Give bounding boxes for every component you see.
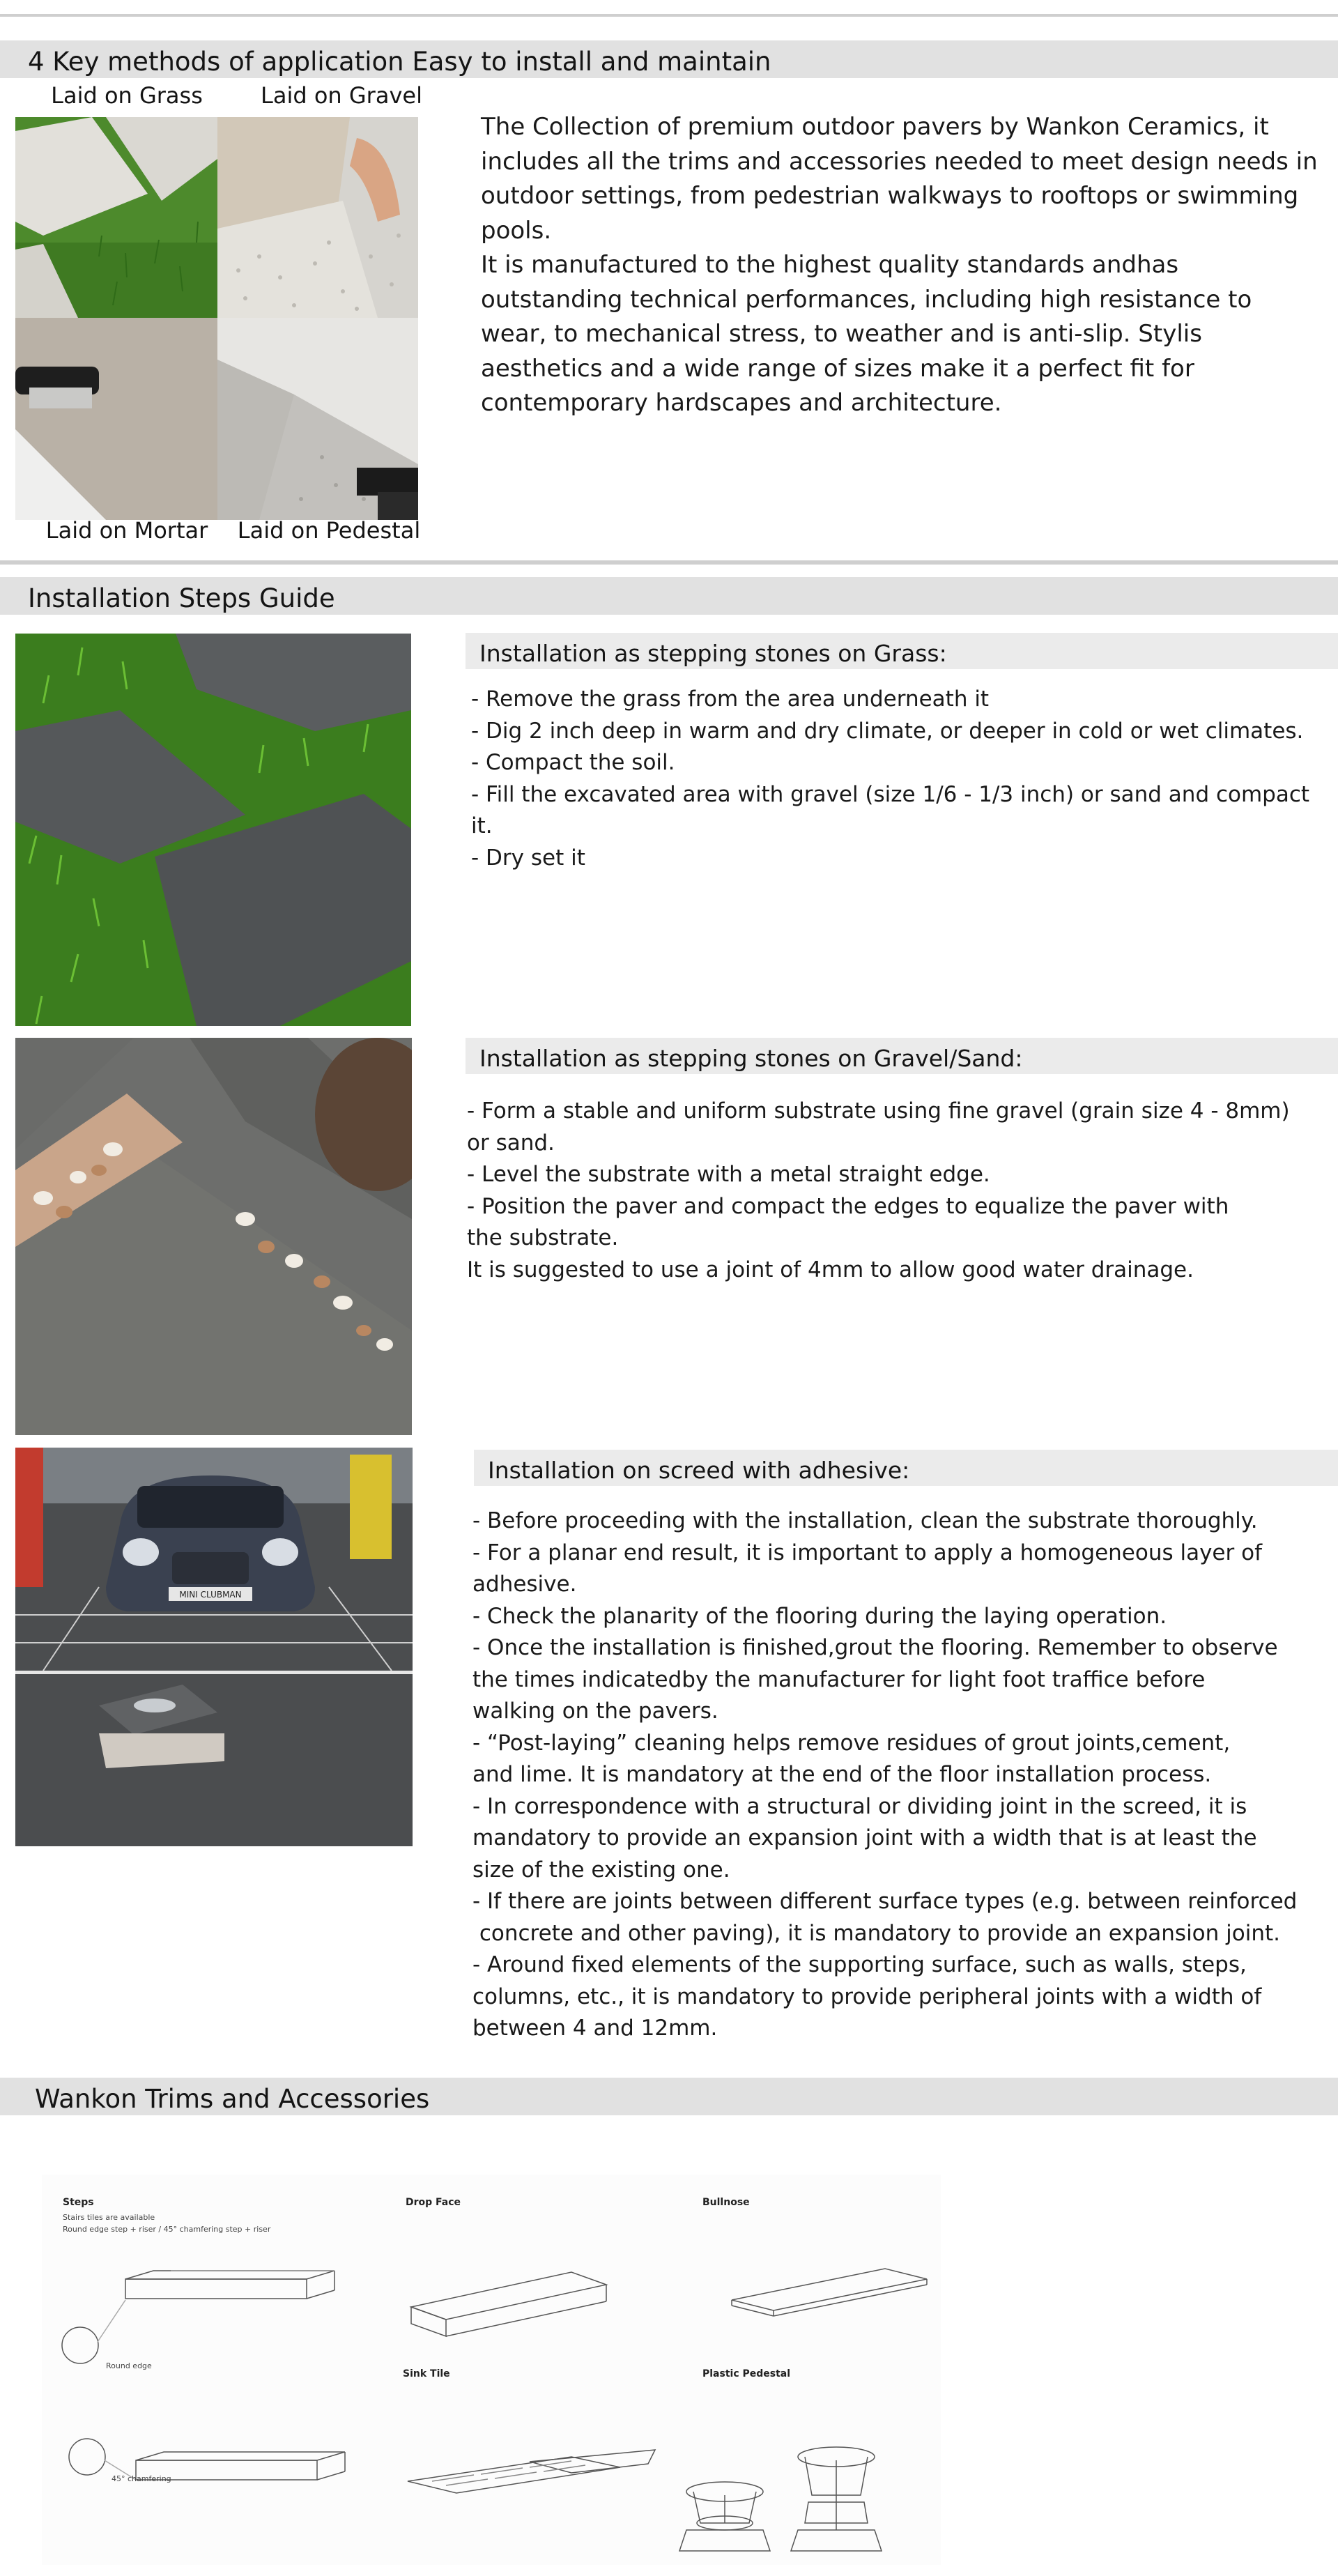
section-divider xyxy=(0,560,1338,565)
photo-stepping-stones-gravel xyxy=(15,1038,412,1435)
label-sink-tile: Sink Tile xyxy=(403,2368,450,2379)
step-line: or sand. xyxy=(467,1130,555,1156)
label-drop-face: Drop Face xyxy=(406,2197,461,2208)
step-line: - Check the planarity of the flooring during the laying operation. xyxy=(472,1603,1167,1629)
note-step-types: Round edge step + riser / 45° chamfering step + riser xyxy=(63,2225,271,2234)
step-line: size of the existing one. xyxy=(472,1857,730,1883)
steps-grass xyxy=(471,684,1328,874)
photo-laid-on-pedestal xyxy=(217,318,418,520)
caption-pedestal: Laid on Pedestal xyxy=(237,517,421,544)
caption-grass: Laid on Grass xyxy=(51,82,203,109)
section-header-methods xyxy=(0,40,1338,78)
top-divider xyxy=(0,14,1338,17)
step-line: - Position the paver and compact the edges to equalize the paver with xyxy=(467,1193,1229,1219)
step-line: It is suggested to use a joint of 4mm to allow good water drainage. xyxy=(467,1257,1194,1282)
section-header-trims xyxy=(0,2078,1338,2115)
step-line: between 4 and 12mm. xyxy=(472,2016,718,2041)
step-line: - Around fixed elements of the supporting surface, such as walls, steps, xyxy=(472,1952,1247,1977)
subheading-grass xyxy=(466,633,1338,669)
subheading-gravel xyxy=(466,1038,1338,1074)
caption-mortar: Laid on Mortar xyxy=(45,517,208,544)
step-line: - For a planar end result, it is important to apply a homogeneous layer of xyxy=(472,1540,1262,1565)
intro-text xyxy=(481,110,1324,421)
step-line: - Dry set it xyxy=(471,845,585,871)
step-line: - Dig 2 inch deep in warm and dry climate, or deeper in cold or wet climates. xyxy=(471,718,1304,744)
step-line: - Remove the grass from the area underneath it xyxy=(471,687,990,712)
label-steps: Steps xyxy=(63,2197,94,2208)
step-line: adhesive. xyxy=(472,1572,577,1597)
steps-gravel xyxy=(467,1096,1331,1286)
step-line: - If there are joints between different surface types (e.g. between reinforced xyxy=(472,1889,1298,1914)
step-line: the substrate. xyxy=(467,1225,619,1250)
intro-paragraph: It is manufactured to the highest quality standards andhas outstanding technical performances, including high resistance to wear, to mechanical stress, to weather and is anti-slip. Stylis aesthetics and a wide range of sizes make it a perfect fit for contemporary hardscapes and architecture. xyxy=(481,251,1252,417)
step-line: walking on the pavers. xyxy=(472,1699,718,1724)
photo-screed-adhesive xyxy=(15,1448,413,1846)
step-line: the times indicatedby the manufacturer for light foot traffice before xyxy=(472,1666,1206,1692)
car-plate-text: MINI CLUBMAN xyxy=(179,1590,242,1600)
subheading-text: Installation as stepping stones on Gravel/Sand: xyxy=(479,1045,1023,1072)
photo-stepping-stones-grass xyxy=(15,634,411,1026)
section-title: 4 Key methods of application Easy to install and maintain xyxy=(28,47,771,77)
step-line: concrete and other paving), it is mandatory to provide an expansion joint. xyxy=(472,1920,1280,1946)
step-line: - Form a stable and uniform substrate using fine gravel (grain size 4 - 8mm) xyxy=(467,1098,1290,1124)
photo-laid-on-grass xyxy=(15,117,217,318)
photo-laid-on-gravel xyxy=(217,117,418,318)
step-line: - Level the substrate with a metal straight edge. xyxy=(467,1162,990,1187)
steps-screed xyxy=(472,1505,1337,2045)
step-line: mandatory to provide an expansion joint with a width that is at least the xyxy=(472,1825,1257,1850)
label-round-edge: Round edge xyxy=(106,2361,152,2370)
section-title: Installation Steps Guide xyxy=(28,583,335,613)
note-stairs: Stairs tiles are available xyxy=(63,2213,155,2222)
label-plastic-pedestal: Plastic Pedestal xyxy=(702,2368,791,2379)
photo-laid-on-mortar xyxy=(15,318,217,520)
step-line: - Before proceeding with the installation, clean the substrate thoroughly. xyxy=(472,1508,1258,1533)
subheading-screed xyxy=(474,1450,1338,1486)
step-line: and lime. It is mandatory at the end of the floor installation process. xyxy=(472,1762,1212,1787)
intro-paragraph: The Collection of premium outdoor pavers by Wankon Ceramics, it includes all the trims and accessories needed to meet design needs in outdoor settings, from pedestrian walkways to rooftops or swimming pools. xyxy=(481,113,1318,245)
accessories-diagram xyxy=(42,2175,941,2565)
subheading-text: Installation on screed with adhesive: xyxy=(488,1457,910,1484)
step-line: - “Post-laying” cleaning helps remove residues of grout joints,cement, xyxy=(472,1730,1231,1756)
label-chamfering: 45° chamfering xyxy=(112,2474,171,2483)
step-line: - Fill the excavated area with gravel (size 1/6 - 1/3 inch) or sand and compact it. xyxy=(471,781,1316,838)
step-line: - Compact the soil. xyxy=(471,750,675,775)
step-line: - In correspondence with a structural or dividing joint in the screed, it is xyxy=(472,1793,1247,1819)
section-header-installation xyxy=(0,577,1338,615)
caption-gravel: Laid on Gravel xyxy=(261,82,422,109)
label-bullnose: Bullnose xyxy=(702,2197,750,2208)
step-line: - Once the installation is finished,grout the flooring. Remember to observe xyxy=(472,1635,1278,1660)
subheading-text: Installation as stepping stones on Grass: xyxy=(479,640,947,667)
section-title: Wankon Trims and Accessories xyxy=(35,2084,430,2114)
step-line: columns, etc., it is mandatory to provide peripheral joints with a width of xyxy=(472,1984,1262,2009)
